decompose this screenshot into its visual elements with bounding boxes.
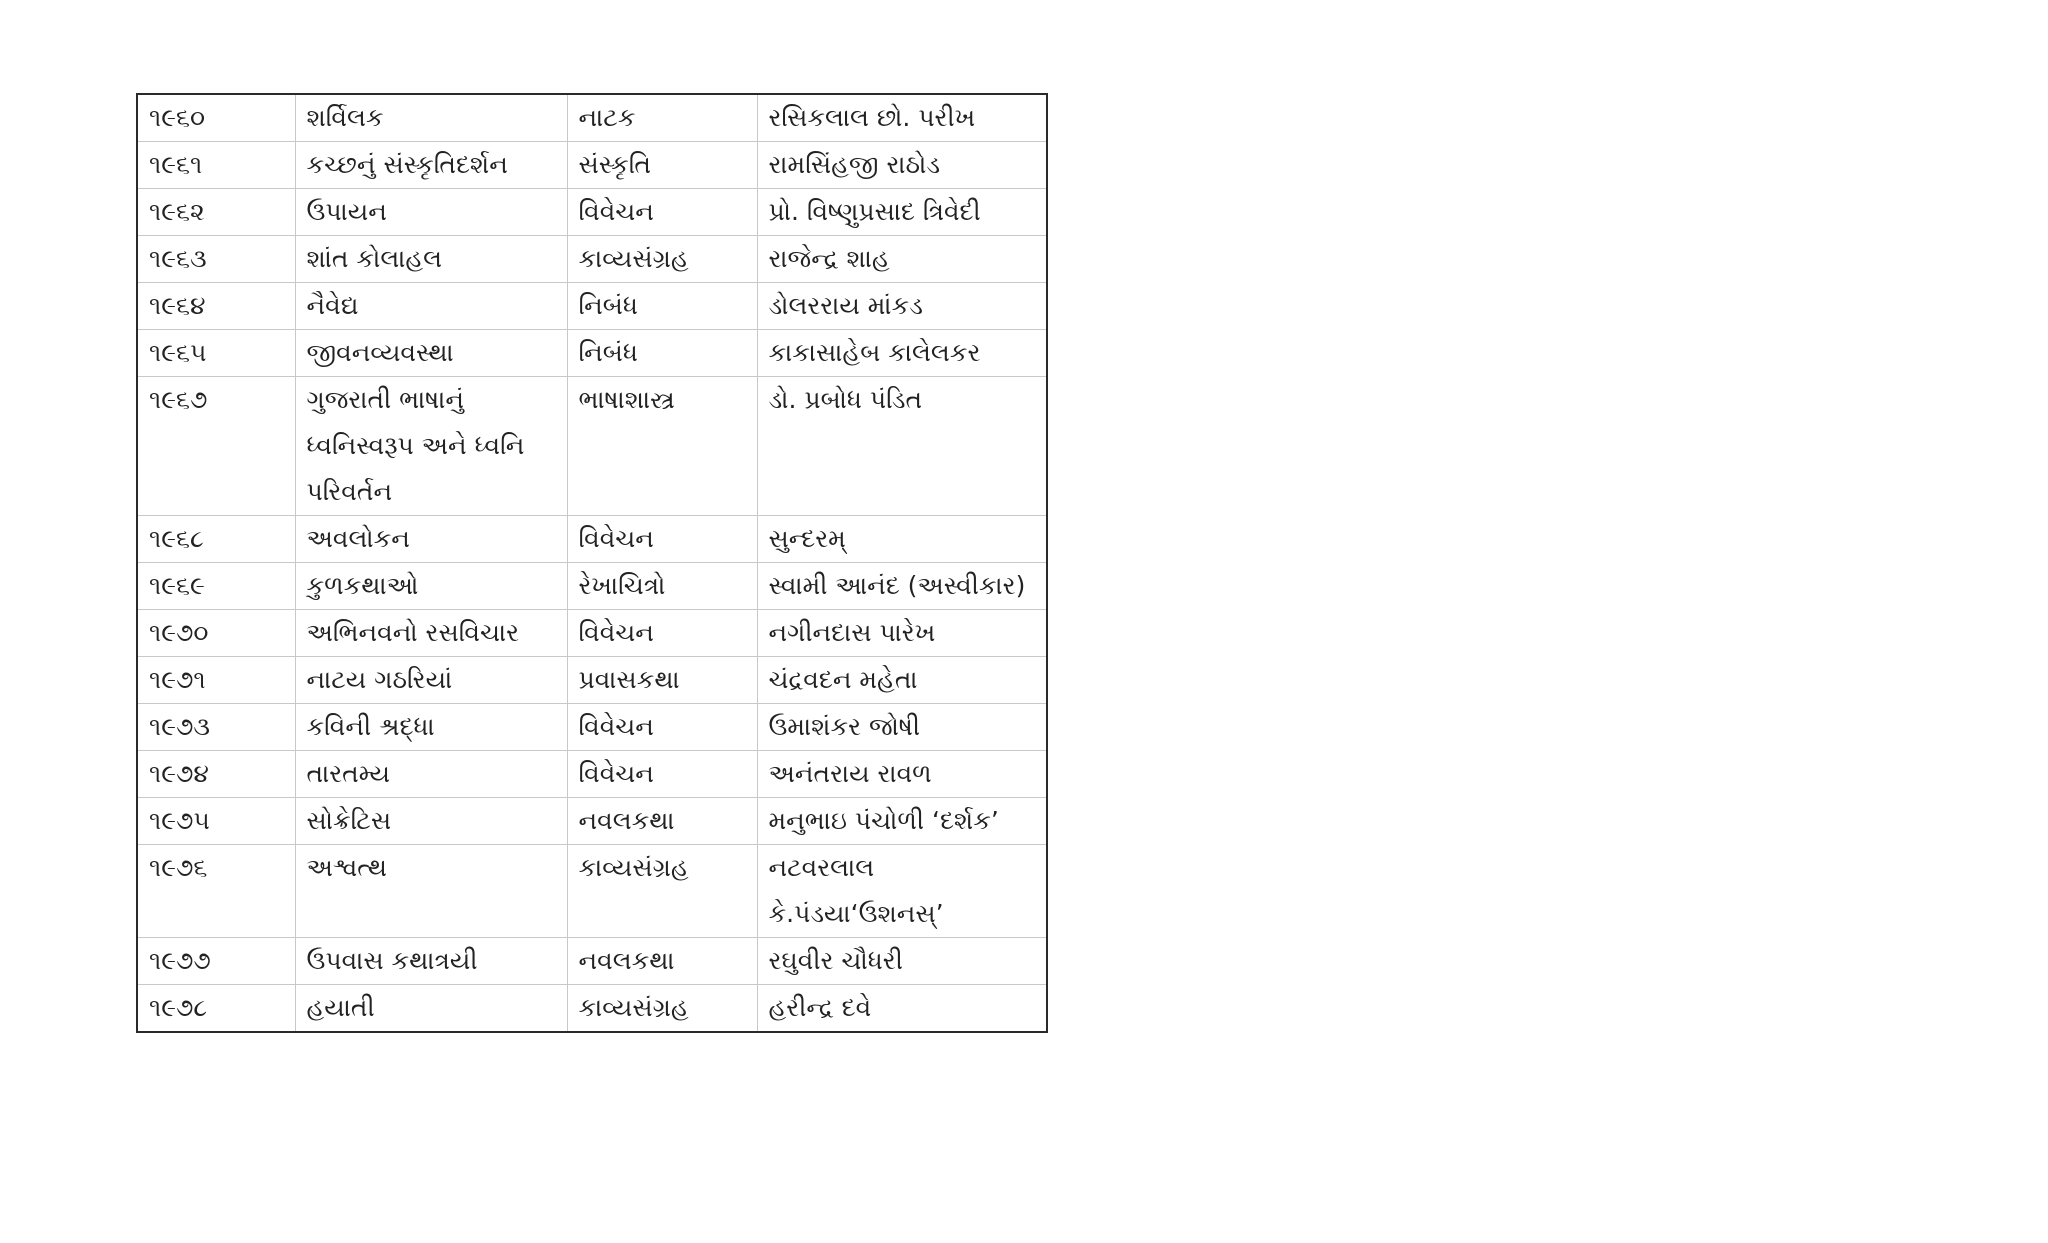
author-cell: રાજેન્દ્ર શાહ <box>757 236 1047 283</box>
title-cell: સોક્રેટિસ <box>295 798 567 845</box>
table-row <box>137 751 1047 798</box>
genre-cell: વિવેચન <box>567 610 757 657</box>
title-cell: શર્વિલક <box>295 94 567 142</box>
title-cell: કુળકથાઓ <box>295 563 567 610</box>
table-row <box>137 563 1047 610</box>
genre-cell: નવલકથા <box>567 938 757 985</box>
genre-cell: પ્રવાસકથા <box>567 657 757 704</box>
year-cell: ૧૯૭૦ <box>137 610 295 657</box>
genre-cell: નિબંધ <box>567 330 757 377</box>
title-cell: નાટય ગઠરિયાં <box>295 657 567 704</box>
table-row <box>137 657 1047 704</box>
year-cell: ૧૯૬૮ <box>137 516 295 563</box>
genre-cell: કાવ્યસંગ્રહ <box>567 236 757 283</box>
genre-cell: રેખાચિત્રો <box>567 563 757 610</box>
year-cell: ૧૯૭૭ <box>137 938 295 985</box>
title-cell: તારતમ્ય <box>295 751 567 798</box>
year-cell: ૧૯૭૪ <box>137 751 295 798</box>
year-cell: ૧૯૬૪ <box>137 283 295 330</box>
title-cell: અભિનવનો રસવિચાર <box>295 610 567 657</box>
author-cell: હરીન્દ્ર દવે <box>768 993 872 1022</box>
genre-cell: વિવેચન <box>567 189 757 236</box>
table-row <box>137 330 1047 377</box>
table-row <box>137 704 1047 751</box>
title-cell: ઉપવાસ કથાત્રયી <box>295 938 567 985</box>
genre-cell: સંસ્કૃતિ <box>567 142 757 189</box>
title-cell: કવિની શ્રદ્ધા <box>295 704 567 751</box>
author-cell: ડો. પ્રબોધ પંડિત <box>757 377 1047 516</box>
year-cell: ૧૯૬૨ <box>137 189 295 236</box>
year-cell: ૧૯૭૬ <box>137 845 295 938</box>
table-row <box>137 94 1047 142</box>
table-row <box>137 516 1047 563</box>
genre-cell: કાવ્યસંગ્રહ <box>567 845 757 938</box>
year-cell: ૧૯૬૦ <box>137 94 295 142</box>
genre-cell: ભાષાશાસ્ત્ર <box>567 377 757 516</box>
award-table <box>136 93 1048 1033</box>
author-cell: કાકાસાહેબ કાલેલકર <box>757 330 1047 377</box>
title-cell: નૈવેદ્ય <box>295 283 567 330</box>
table-row <box>137 610 1047 657</box>
table-row <box>137 377 1047 516</box>
genre-cell: નાટક <box>567 94 757 142</box>
year-cell: ૧૯૬૩ <box>137 236 295 283</box>
genre-cell: વિવેચન <box>567 516 757 563</box>
table-row <box>137 189 1047 236</box>
title-cell: જીવનવ્યવસ્થા <box>295 330 567 377</box>
author-cell: ચંદ્રવદન મહેતા <box>757 657 1047 704</box>
author-cell: નગીનદાસ પારેખ <box>757 610 1047 657</box>
genre-cell: નવલકથા <box>567 798 757 845</box>
genre-cell: નિબંધ <box>567 283 757 330</box>
author-cell: ઉમાશંકર જોષી <box>757 704 1047 751</box>
author-cell: અનંતરાય રાવળ <box>757 751 1047 798</box>
author-cell: રસિકલાલ છો. પરીખ <box>757 94 1047 142</box>
author-cell: મનુભાઇ પંચોળી ‘દર્શક’ <box>757 798 1047 845</box>
title-cell: ઉપાયન <box>295 189 567 236</box>
year-cell: ૧૯૭૫ <box>137 798 295 845</box>
author-cell: પ્રો. વિષ્ણુપ્રસાદ ત્રિવેદી <box>757 189 1047 236</box>
genre-cell: વિવેચન <box>567 704 757 751</box>
table-row <box>137 985 1047 1033</box>
table-row <box>137 283 1047 330</box>
author-cell: રામસિંહજી રાઠોડ <box>757 142 1047 189</box>
year-cell: ૧૯૭૧ <box>137 657 295 704</box>
title-cell: હયાતી <box>295 985 567 1033</box>
genre-cell: કાવ્યસંગ્રહ <box>567 985 757 1033</box>
author-cell: સુન્દરમ્ <box>757 516 1047 563</box>
author-cell: ડોલરરાય માંકડ <box>757 283 1047 330</box>
title-cell: ગુજરાતી ભાષાનું ધ્વનિસ્વરૂપ અને ધ્વનિ પરિવર્તન <box>295 377 567 516</box>
award-table-body <box>137 94 1047 1032</box>
title-cell: શાંત કોલાહલ <box>295 236 567 283</box>
table-row <box>137 938 1047 985</box>
table-row <box>137 236 1047 283</box>
table-row <box>137 798 1047 845</box>
genre-cell: વિવેચન <box>567 751 757 798</box>
title-cell: અવલોકન <box>295 516 567 563</box>
year-cell: ૧૯૬૧ <box>137 142 295 189</box>
author-cell: સ્વામી આનંદ (અસ્વીકાર) <box>757 563 1047 610</box>
author-cell: નટવરલાલ કે.પંડયા‘ઉશનસ્’ <box>757 845 1047 938</box>
year-cell: ૧૯૭૮ <box>137 985 295 1033</box>
year-cell: ૧૯૬૫ <box>137 330 295 377</box>
author-cell: રઘુવીર ચૌધરી <box>757 938 1047 985</box>
title-cell: અશ્વત્થ <box>295 845 567 938</box>
table-row <box>137 142 1047 189</box>
year-cell: ૧૯૬૯ <box>137 563 295 610</box>
year-cell: ૧૯૭૩ <box>137 704 295 751</box>
table-row <box>137 845 1047 938</box>
title-cell: કચ્છનું સંસ્કૃતિદર્શન <box>295 142 567 189</box>
year-cell: ૧૯૬૭ <box>137 377 295 516</box>
